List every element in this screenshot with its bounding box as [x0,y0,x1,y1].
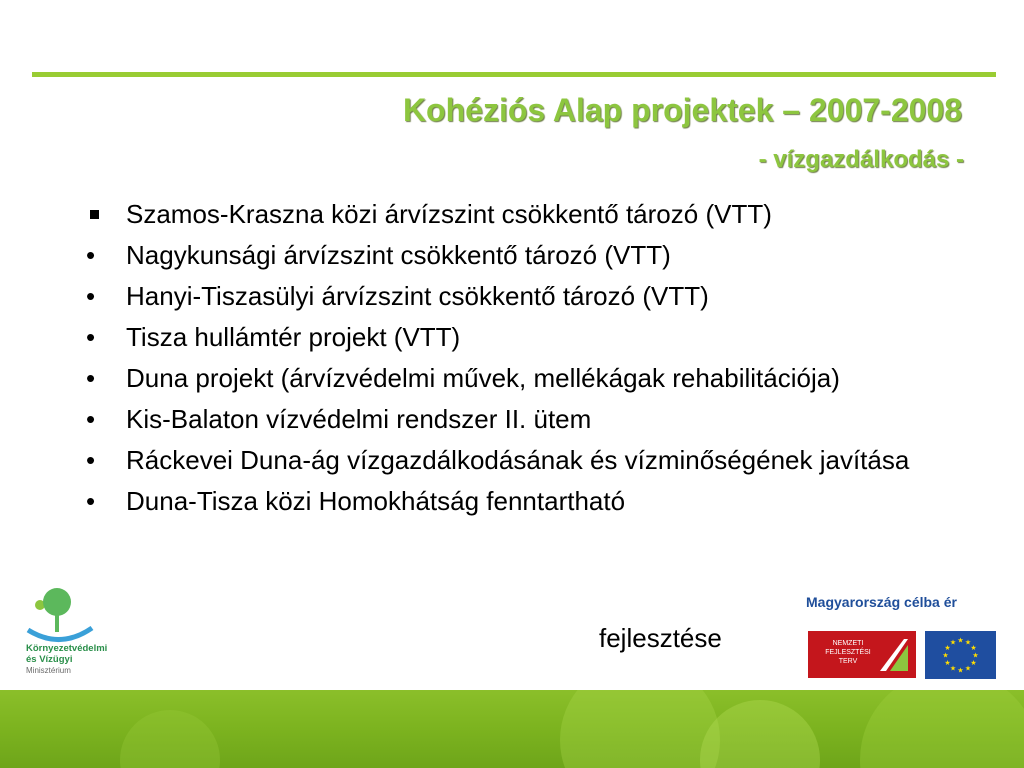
eu-star-icon: ★ [942,651,949,660]
bullet-icon: • [86,281,96,311]
list-item-text: Szamos-Kraszna közi árvízszint csökkentő tározó (VTT) [126,199,772,229]
square-bullet-icon [86,200,114,219]
list-item-text: Kis-Balaton vízvédelmi rendszer II. ütem [126,404,592,434]
list-item [86,323,986,351]
ministry-logo-text [26,643,136,676]
list-item [86,282,986,310]
eu-star-icon: ★ [949,638,957,647]
magyarorszag-celba-er-logo: Magyarország célba ér [806,594,957,610]
bullet-icon: • [86,445,96,475]
list-item [86,241,986,269]
eu-star-icon: ★ [957,666,964,675]
ministry-line-3: Minisztérium [26,666,71,675]
list-item-text: Nagykunsági árvízszint csökkentő tározó (VTT) [126,240,671,270]
list-item [86,364,926,392]
eu-star-icon: ★ [970,644,977,652]
list-item [86,446,1006,474]
list-item [86,405,986,433]
bullet-icon: • [86,486,96,516]
list-item [86,487,986,515]
bullet-list [86,200,986,528]
nft-line-3: TERV [838,658,858,665]
bullet-icon: • [86,322,96,352]
list-item-text: Duna-Tisza közi Homokhátság fenntartható [126,486,626,516]
eu-star-icon: ★ [970,659,977,667]
slide-subtitle: - vízgazdálkodás - [758,146,964,173]
list-item [86,200,986,228]
bullet-icon: • [86,240,96,270]
eu-star-icon: ★ [964,638,972,647]
ministry-line-2: és Vízügyi [26,654,73,665]
list-item-text: Tisza hullámtér projekt (VTT) [126,322,461,352]
list-item-text: Ráckevei Duna-ág vízgazdálkodásának és vízminőségének javítása [126,445,910,475]
eu-star-icon: ★ [964,664,972,673]
list-item-text: Duna projekt (árvízvédelmi művek, mellékágak rehabilitációja) [126,363,840,393]
nft-line-1: NEMZETI [832,640,864,647]
list-item-continuation: fejlesztése [599,623,722,653]
nft-logo-icon [808,631,916,678]
eu-flag-icon [925,631,996,679]
eu-star-icon: ★ [949,664,957,673]
slide-title: Kohéziós Alap projektek – 2007-2008 [402,92,962,128]
eu-star-icon: ★ [944,659,951,667]
footer-band [0,690,1024,768]
eu-star-icon: ★ [944,644,951,652]
bullet-icon: • [86,363,96,393]
top-rule [32,72,996,77]
eu-star-icon: ★ [957,636,964,645]
list-item-text: Hanyi-Tiszasülyi árvízszint csökkentő tározó (VTT) [126,281,709,311]
eu-star-icon: ★ [972,651,979,660]
nft-line-2: FEJLESZTÉSI [825,649,871,656]
bullet-icon: • [86,404,96,434]
ministry-line-1: Környezetvédelmi [26,643,108,654]
